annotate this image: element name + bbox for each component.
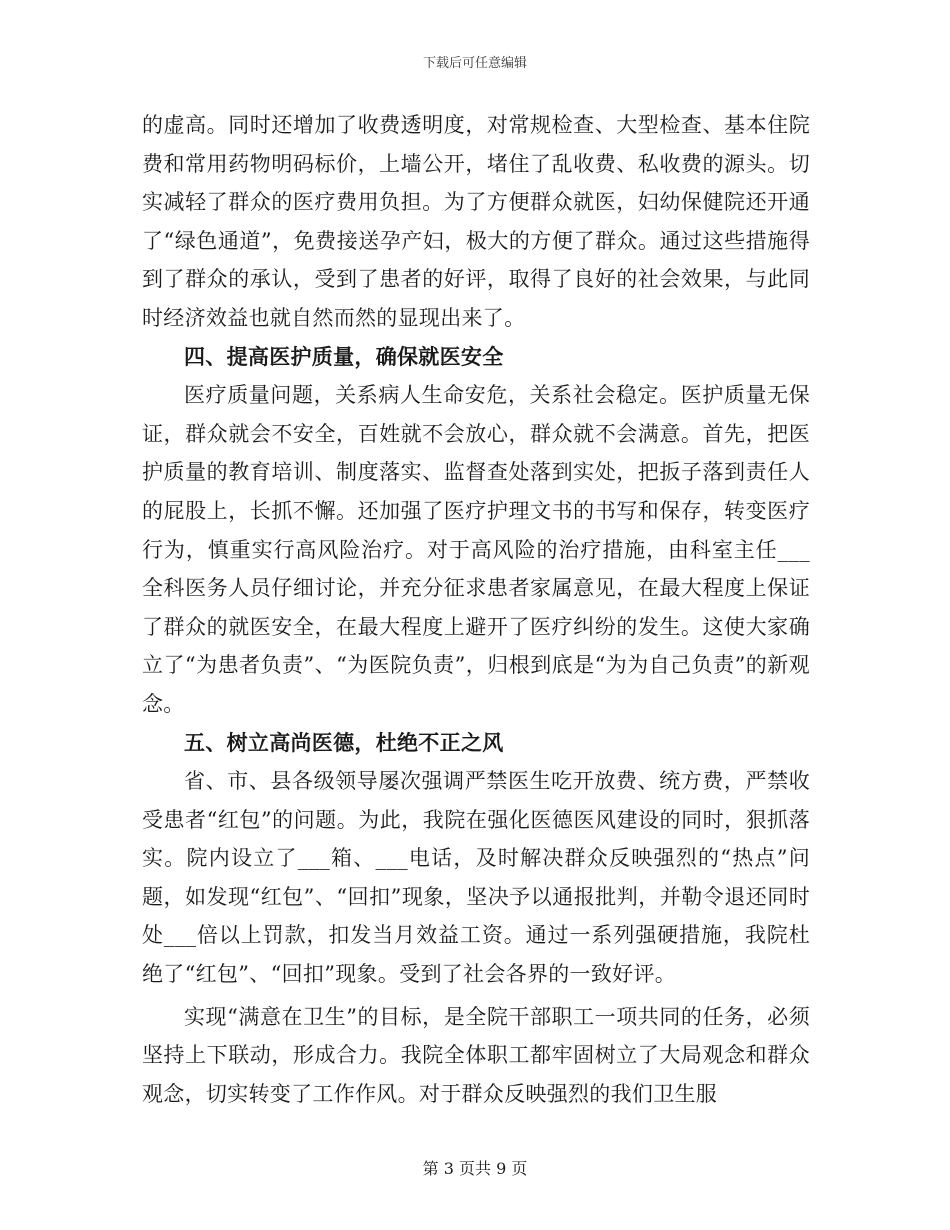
paragraph-continuation: 的虚高。同时还增加了收费透明度，对常规检查、大型检查、基本住院费和常用药物明码标价，上墙公开，堵住了乱收费、私收费的源头。切实减轻了群众的医疗费用负担。为了方便群众就医，妇幼保健院还开通了“绿色通道”，免费接送孕产妇，极大的方便了群众。通过这些措施得到了群众的承认，受到了患者的好评，取得了良好的社会效果，与此同时经济效益也就自然而然的显现出来了。: [142, 113, 810, 330]
section-heading-5: 五、树立高尚医德，杜绝不正之风: [184, 730, 504, 755]
paragraph-medical-quality: 医疗质量问题，关系病人生命安危，关系社会稳定。医护质量无保证，群众就会不安全，百姓就不会放心，群众就不会满意。首先，把医护质量的教育培训、制度落实、监督查处落到实处，把扳子落到责任人的屁股上，长抓不懈。还加强了医疗护理文书的书写和保存，转变医疗行为，慎重实行高风险治疗。对于高风险的治疗措施，由科室主任___全科医务人员仔细讨论，并充分征求患者家属意见，在最大程度上保证了群众的就医安全，在最大程度上避开了医疗纠纷的发生。这使大家确立了“为患者负责”、“为医院负责”，归根到底是“为为自己负责”的新观念。: [142, 383, 810, 716]
paragraph-medical-ethics: 省、市、县各级领导屡次强调严禁医生吃开放费、统方费，严禁收受患者“红包”的问题。为此，我院在强化医德医风建设的同时，狠抓落实。院内设立了___箱、___电话，及时解决群众反映强烈的“热点”问题，如发现“红包”、“回扣”现象，坚决予以通报批判，并勒令退还同时处___倍以上罚款，扣发当月效益工资。通过一系列强硬措施，我院杜绝了“红包”、“回扣”现象。受到了社会各界的一致好评。: [142, 769, 810, 987]
page-number: 第 3 页共 9 页: [422, 1159, 528, 1178]
page-header-note: 下载后可任意编辑: [422, 56, 527, 71]
section-heading-4: 四、提高医护质量，确保就医安全: [184, 344, 504, 369]
paragraph-satisfaction-goal: 实现“满意在卫生”的目标，是全院干部职工一项共同的任务，必须坚持上下联动，形成合力。我院全体职工都牢固树立了大局观念和群众观念，切实转变了工作作风。对于群众反映强烈的我们卫生服: [142, 1004, 810, 1106]
document-body: [142, 106, 810, 1113]
